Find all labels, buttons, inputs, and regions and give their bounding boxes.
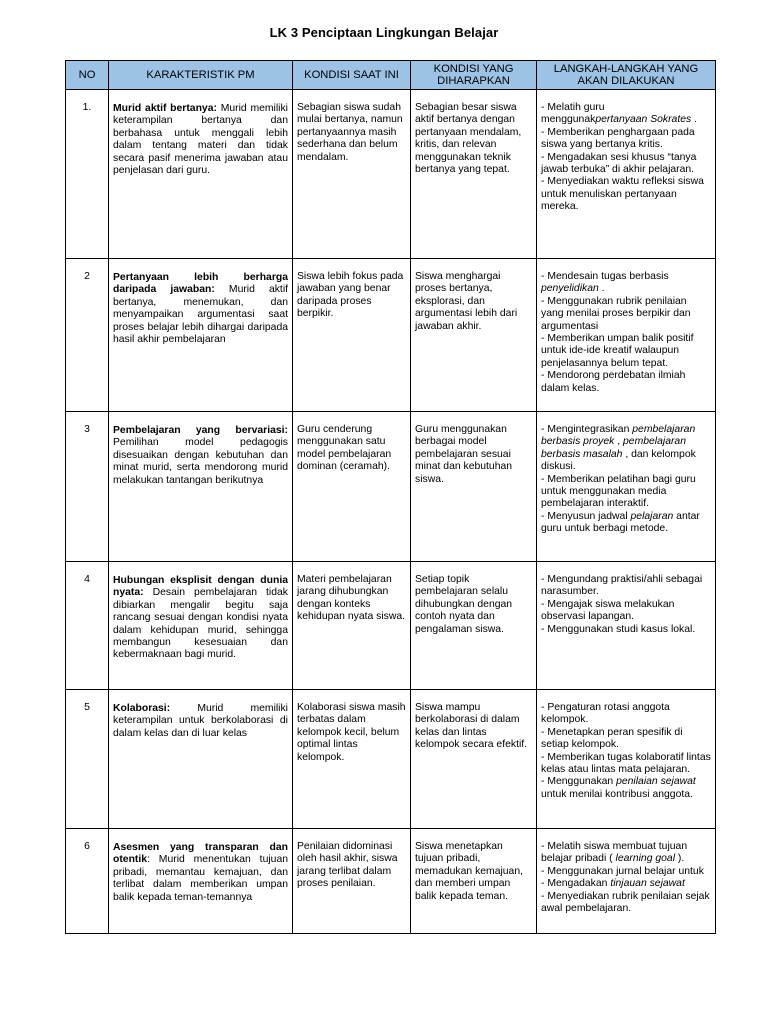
karakteristik-text: Murid memiliki keterampilan bertanya dan berbahasa untuk menggali lebih dalam tentang materi dan tidak secara pasif menerima jawaban atau penjelasan dari guru. (113, 103, 288, 177)
langkah-italic: tinjauan sejawat (610, 878, 685, 890)
langkah-cell (537, 829, 716, 934)
karakteristik-cell (109, 562, 293, 690)
langkah-item (541, 511, 711, 536)
karakteristik-cell (109, 412, 293, 562)
langkah-item: - Menggunakan studi kasus lokal. (541, 623, 696, 635)
kondisi-diharapkan-cell: Siswa mampu berkolaborasi di dalam kelas dan lintas kelompok secara efektif. (411, 690, 537, 829)
langkah-cell (537, 690, 716, 829)
karakteristik-cell (109, 690, 293, 829)
karakteristik-text: Pemilihan model pedagogis disesuaikan dengan kebutuhan dan minat murid, serta mendorong murid melakukan tantangan berikutnya (113, 437, 288, 486)
karakteristik-heading: Asesmen yang transparan dan otentik (113, 842, 288, 866)
row-number: 6 (66, 829, 109, 934)
karakteristik-heading: Hubungan eksplisit dengan dunia nyata: (113, 575, 288, 599)
kondisi-saat-ini-cell: Siswa lebih fokus pada jawaban yang benar daripada proses berpikir. (293, 259, 411, 412)
langkah-item (541, 271, 711, 296)
kondisi-diharapkan-cell: Setiap topik pembelajaran selalu dihubungkan dengan contoh nyata dan pengalaman siswa. (411, 562, 537, 690)
karakteristik-cell (109, 259, 293, 412)
langkah-italic: pelajaran (630, 510, 674, 522)
langkah-text: antar guru untuk berbagi metode. (541, 510, 700, 535)
table-row (66, 412, 716, 562)
table-header-row (66, 61, 716, 90)
langkah-text: - Melatih siswa membuat tujuan belajar pribadi ( (541, 841, 688, 865)
kondisi-diharapkan-cell: Siswa menetapkan tujuan pribadi, memadukan kemajuan, dan memberi umpan balik kepada teman. (411, 829, 537, 934)
langkah-text: - Melatih guru menggunak (541, 102, 605, 126)
karakteristik-heading: Pertanyaan lebih berharga daripada jawaban: (113, 272, 288, 296)
karakteristik-text: Murid aktif bertanya, menemukan, dan menyampaikan argumentasi saat proses belajar lebih dihargai daripada hasil akhir pembelajaran (113, 284, 289, 346)
table-row (66, 690, 716, 829)
langkah-italic: penyelidikan (541, 283, 599, 295)
row-number: 2 (66, 259, 109, 412)
langkah-cell (537, 90, 716, 259)
langkah-text: - Mengintegrasikan (541, 424, 633, 435)
langkah-italic: pembelajaran berbasis proyek (541, 424, 696, 448)
karakteristik-heading: Kolaborasi: (113, 703, 171, 714)
langkah-item: - Memberikan pelatihan bagi guru untuk menggunakan media pembelajaran interaktif. (541, 473, 696, 510)
kondisi-diharapkan-cell: Sebagian besar siswa aktif bertanya dengan pertanyaan mendalam, kritis, dan relevan menggunakan teknik bertanya yang tepat. (411, 90, 537, 259)
kondisi-saat-ini-cell: Guru cenderung menggunakan satu model pembelajaran dominan (ceramah). (293, 412, 411, 562)
worksheet-table (65, 60, 716, 934)
langkah-item: - Menyediakan waktu refleksi siswa untuk menuliskan pertanyaan mereka. (541, 176, 704, 213)
langkah-text: - Mengadakan (541, 878, 611, 890)
langkah-item: - Mendorong perdebatan ilmiah dalam kelas. (541, 370, 686, 394)
langkah-text: - Menggunakan (541, 776, 617, 788)
header-langkah: LANGKAH-LANGKAH YANG AKAN DILAKUKAN (537, 61, 716, 90)
langkah-item: - Mengundang praktisi/ahli sebagai narasumber. (541, 574, 703, 598)
langkah-item: - Menetapkan peran spesifik di setiap kelompok. (541, 726, 683, 751)
karakteristik-text: Murid memiliki keterampilan untuk berkolaborasi di dalam kelas dan di luar kelas (113, 703, 288, 739)
langkah-text: . (598, 283, 605, 295)
langkah-item (541, 776, 711, 801)
karakteristik-text: Desain pembelajaran tidak dibiarkan mengalir begitu saja rancang sesuai dengan kondisi nyata dalam kehidupan murid, sehingga membangun kesesuaian dan kebermaknaan bagi murid. (113, 587, 288, 661)
langkah-cell (537, 412, 716, 562)
langkah-item: - Menggunakan rubrik penilaian yang menilai proses berpikir dan argumentasi (541, 295, 691, 332)
langkah-item: - Memberikan penghargaan pada siswa yang bertanya kritis. (541, 126, 695, 151)
header-kondisi-diharapkan: KONDISI YANG DIHARAPKAN (411, 61, 537, 90)
row-number: 4 (66, 562, 109, 690)
kondisi-diharapkan-cell: Guru menggunakan berbagai model pembelajaran sesuai minat dan kebutuhan siswa. (411, 412, 537, 562)
header-karakteristik: KARAKTERISTIK PM (109, 61, 293, 90)
langkah-item (541, 424, 711, 474)
langkah-italic: pembelajaran berbasis masalah (541, 436, 686, 460)
table-row (66, 562, 716, 690)
langkah-cell (537, 259, 716, 412)
langkah-item: - Menyediakan rubrik penilaian sejak awal pembelajaran. (541, 890, 710, 915)
karakteristik-heading: Pembelajaran yang bervariasi: (113, 425, 288, 436)
karakteristik-cell (109, 829, 293, 934)
langkah-item: - Memberikan tugas kolaboratif lintas kelas atau lintas mata pelajaran. (541, 751, 711, 776)
langkah-text: , dan kelompok diskusi. (541, 448, 696, 473)
table-row (66, 259, 716, 412)
table-row (66, 829, 716, 934)
langkah-italic: pertanyaan Sokrates (595, 114, 692, 126)
table-row (66, 90, 716, 259)
kondisi-saat-ini-cell: Sebagian siswa sudah mulai bertanya, namun pertanyaannya masih sederhana dan belum mendalam. (293, 90, 411, 259)
row-number: 1. (66, 90, 109, 259)
langkah-item (541, 102, 711, 127)
kondisi-saat-ini-cell: Penilaian didominasi oleh hasil akhir, siswa jarang terlibat dalam proses penilaian. (293, 829, 411, 934)
langkah-item: - Pengaturan rotasi anggota kelompok. (541, 702, 670, 726)
langkah-text: ). (675, 853, 685, 865)
langkah-text: - Menyusun jadwal (541, 510, 631, 522)
row-number: 3 (66, 412, 109, 562)
header-kondisi-saat-ini: KONDISI SAAT INI (293, 61, 411, 90)
langkah-item (541, 841, 711, 866)
langkah-text: - Mendesain tugas berbasis (541, 271, 669, 282)
langkah-italic: learning goal (615, 853, 676, 865)
header-no: NO (66, 61, 109, 90)
langkah-item: - Menggunakan jurnal belajar untuk (541, 865, 704, 877)
langkah-item: - Memberikan umpan balik positif untuk ide-ide kreatif walaupun penjelasannya belum tepat. (541, 333, 694, 369)
langkah-text: , (614, 436, 624, 448)
langkah-item (541, 878, 711, 890)
langkah-cell (537, 562, 716, 690)
langkah-italic: penilaian sejawat (616, 776, 696, 788)
karakteristik-text: : Murid menentukan tujuan pribadi, memantau kemajuan, dan terlibat dalam memberikan umpan balik kepada teman-temannya (113, 854, 288, 903)
langkah-item: - Mengajak siswa melakukan observasi lapangan. (541, 598, 675, 623)
kondisi-saat-ini-cell: Materi pembelajaran jarang dihubungkan dengan konteks kehidupan nyata siswa. (293, 562, 411, 690)
langkah-item: - Mengadakan sesi khusus “tanya jawab terbuka” di akhir pelajaran. (541, 151, 697, 176)
page-title: LK 3 Penciptaan Lingkungan Belajar (269, 25, 499, 40)
langkah-text: untuk menilai kontribusi anggota. (541, 788, 693, 800)
langkah-text: . (691, 114, 697, 126)
kondisi-saat-ini-cell: Kolaborasi siswa masih terbatas dalam kelompok kecil, belum optimal lintas kelompok. (293, 690, 411, 829)
row-number: 5 (66, 690, 109, 829)
kondisi-diharapkan-cell: Siswa menghargai proses bertanya, eksplorasi, dan argumentasi lebih dari jawaban akhir. (411, 259, 537, 412)
karakteristik-heading: Murid aktif bertanya: (113, 103, 217, 114)
karakteristik-cell (109, 90, 293, 259)
